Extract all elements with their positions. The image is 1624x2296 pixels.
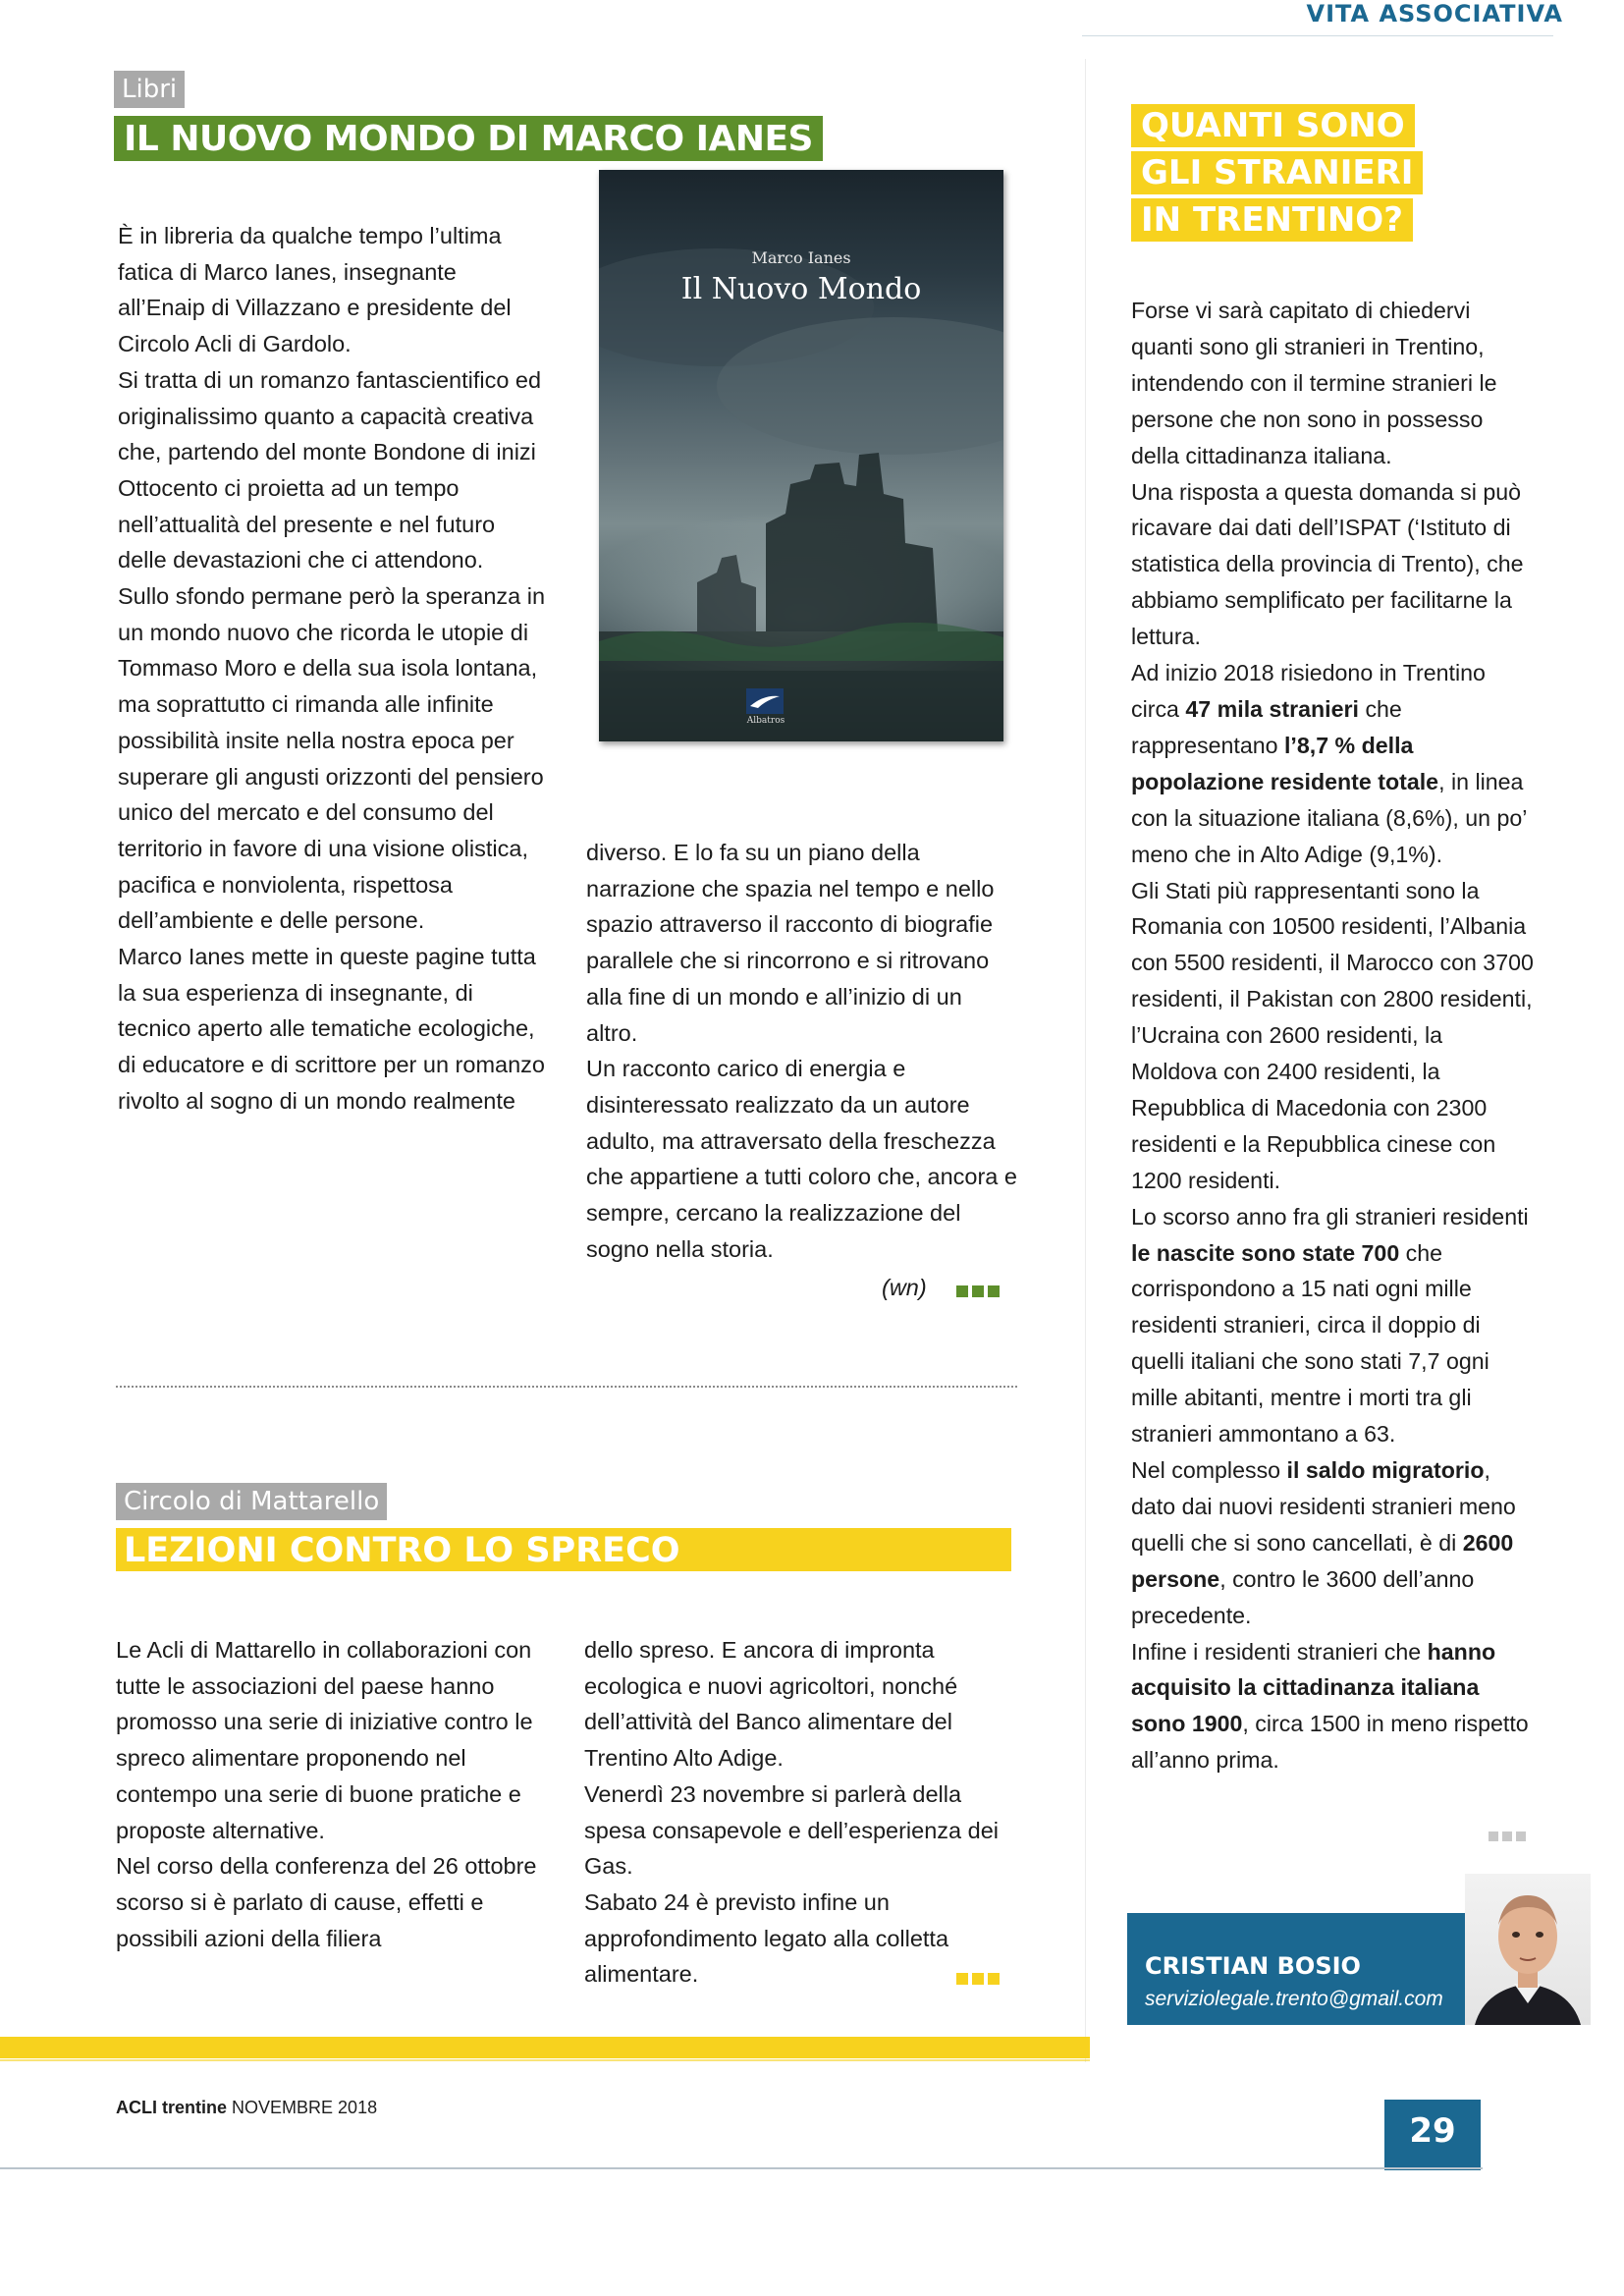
paragraph: Venerdì 23 novembre si parlerà della spesa consapevole e dell’esperienza dei Gas. <box>584 1780 999 1880</box>
author-email[interactable]: serviziolegale.trento@gmail.com <box>1145 1988 1443 2010</box>
highlight-text: il saldo migratorio <box>1286 1457 1485 1483</box>
article-title: IL NUOVO MONDO DI MARCO IANES <box>114 116 823 161</box>
highlight-text: 2600 persone <box>1131 1529 1514 1592</box>
sidebar-title <box>1131 104 1423 242</box>
paragraph-text: , circa 1500 in meno rispetto all’anno prima. <box>1131 1711 1529 1774</box>
article1-column-1 <box>118 218 550 1120</box>
paragraph-text: , dato dai nuovi residenti stranieri meno quelli che si sono cancellati, è di <box>1131 1457 1516 1556</box>
paragraph <box>1131 873 1534 1199</box>
article2-title-text: LEZIONI CONTRO LO SPRECO <box>124 1531 680 1570</box>
book-title: Il Nuovo Mondo <box>680 272 922 306</box>
issue-date: NOVEMBRE 2018 <box>232 2098 378 2117</box>
paragraph-text: Una risposta a questa domanda si può ricavare dai dati dell’ISPAT (‘Istituto di statistica della provincia di Trento), che abbiamo semplificato per facilitarne la lettura. <box>1131 478 1524 650</box>
sidebar-title-line: QUANTI SONO <box>1131 104 1415 147</box>
paragraph: Sabato 24 è previsto infine un approfondimento legato alla colletta alimentare. <box>584 1888 949 1988</box>
paragraph <box>586 1051 1018 1267</box>
paragraph: Si tratta di un romanzo fantascientifico ed originalissimo quanto a capacità creativa che, partendo del monte Bondone di inizi Ottocento ci proietta ad un tempo nell’attualità del presente e nel futuro delle devastazioni che ci attendono. <box>118 366 542 574</box>
paragraph-text: Nel complesso <box>1131 1457 1287 1483</box>
paragraph <box>1131 1452 1534 1634</box>
paragraph: dello spreso. E ancora di impronta ecologica e nuovi agricoltori, nonché dell’attività del Banco alimentare del Trentino Alto Adige. <box>584 1637 958 1772</box>
article2-title <box>116 1528 1011 1571</box>
footer-stripe-thin <box>0 2059 1090 2061</box>
signature-text: (wn) <box>882 1275 927 1300</box>
book-author: Marco Ianes <box>751 248 851 267</box>
highlight-text: 47 mila stranieri <box>1185 695 1359 722</box>
page-number-text: 29 <box>1409 2111 1456 2151</box>
paragraph: Nel corso della conferenza del 26 ottobre scorso si è parlato di cause, effetti e possibili azioni della filiera <box>116 1853 537 1951</box>
paragraph-text: Infine i residenti stranieri che <box>1131 1638 1428 1665</box>
paragraph: È in libreria da qualche tempo l’ultima fatica di Marco Ianes, insegnante all’Enaip di Villazzano e presidente del Circolo Acli di Gardolo. <box>118 223 512 357</box>
end-marker-gray <box>1485 1829 1526 1846</box>
book-publisher: Albatros <box>746 716 785 726</box>
paragraph-text: Lo scorso anno fra gli stranieri residenti <box>1131 1203 1529 1230</box>
paragraph-text: , contro le 3600 dell’anno precedente. <box>1131 1565 1475 1628</box>
section-tag-libri: Libri <box>114 71 185 108</box>
magazine-name: ACLI trentine <box>116 2098 228 2117</box>
author-photo <box>1465 1874 1591 2025</box>
highlight-text: le nascite sono state 700 <box>1131 1239 1400 1266</box>
paragraph-text: Un racconto carico di energia e disinteressato realizzato da un autore adulto, ma attraversato della freschezza che appartiene a tutti coloro che, ancora e sempre, cercano la realizzazione del sogno nella storia. <box>586 1056 1017 1262</box>
paragraph-text: Forse vi sarà capitato di chiedervi quanti sono gli stranieri in Trentino, intendendo con il termine stranieri le persone che non sono in possesso della cittadinanza italiana. <box>1131 298 1497 468</box>
article-signature <box>882 1275 927 1301</box>
sidebar-body <box>1131 293 1534 1778</box>
paragraph-text: che corrispondono a 15 nati ogni mille residenti stranieri, circa il doppio di quelli italiani che sono stati 7,7 ogni mille abitanti, mentre i morti tra gli stranieri ammontano a 63. <box>1131 1239 1489 1448</box>
sidebar-title-line: GLI STRANIERI <box>1131 151 1423 194</box>
footer-rule <box>0 2167 1483 2169</box>
author-name: CRISTIAN BOSIO <box>1145 1952 1361 1980</box>
paragraph: Le Acli di Mattarello in collaborazioni con tutte le associazioni del paese hanno promosso una serie di iniziative contro le spreco alimentare proponendo nel contempo una serie di buone pratiche e proposte alternative. <box>116 1637 533 1843</box>
paragraph-text: che rappresentano <box>1131 695 1402 758</box>
paragraph-text: Gli Stati più rappresentanti sono la Romania con 10500 residenti, l’Albania con 5500 residenti, il Marocco con 3700 residenti, il Pakistan con 2800 residenti, l’Ucraina con 2600 residenti, la Moldova con 2400 residenti, la Repubblica di Macedonia con 2300 residenti e la Repubblica cinese con 1200 residenti. <box>1131 877 1534 1193</box>
highlight-text: l’8,7 % della popolazione residente totale <box>1131 732 1439 794</box>
paragraph-text: , in linea con la situazione italiana (8,6%), un po’ meno che in Alto Adige (9,1%). <box>1131 768 1527 867</box>
footer-stripe <box>0 2037 1090 2058</box>
sidebar-divider <box>1085 59 1086 2062</box>
footer-magazine <box>116 2098 377 2118</box>
end-marker-yellow <box>952 1972 1000 1990</box>
paragraph <box>1131 1634 1534 1779</box>
paragraph <box>1131 474 1534 656</box>
paragraph: Sullo sfondo permane però la speranza in un mondo nuovo che ricorda le utopie di Tommaso Moro e della sua isola lontana, ma soprattutto ci rimanda alle infinite possibilità insite nella nostra epoca per superare gli angusti orizzonti del pensiero unico del mercato e del consumo del territorio in favore di una visione olistica, pacifica e nonviolenta, rispettosa dell’ambiente e delle persone. <box>118 583 546 934</box>
article2-column-2 <box>584 1632 1016 1993</box>
article2-column-1 <box>116 1632 548 1956</box>
paragraph <box>1131 1199 1534 1452</box>
paragraph: diverso. E lo fa su un piano della narrazione che spazia nel tempo e nello spazio attraverso il racconto di biografie parallele che si rincorrono e si ritrovano alla fine di un mondo e all’inizio di un altro. <box>586 840 995 1046</box>
sidebar-title-line: IN TRENTINO? <box>1131 198 1413 242</box>
author-box <box>1127 1913 1465 2025</box>
paragraph-text: Ad inizio 2018 risiedono in Trentino circa <box>1131 660 1486 722</box>
paragraph <box>1131 293 1534 474</box>
article1-column-2 <box>586 835 1018 1267</box>
end-marker-green <box>952 1285 1000 1302</box>
paragraph: Marco Ianes mette in queste pagine tutta la sua esperienza di insegnante, di tecnico aperto alle tematiche ecologiche, di educatore e di scrittore per un romanzo rivolto al sogno di un mondo realmente <box>118 944 545 1114</box>
header-top-rule <box>1082 35 1553 36</box>
highlight-text: hanno acquisito la cittadinanza italiana sono 1900 <box>1131 1638 1496 1737</box>
section-tag-circolo: Circolo di Mattarello <box>116 1483 387 1520</box>
publisher-logo-icon <box>746 688 784 714</box>
book-cover-image <box>599 170 1003 741</box>
article-separator <box>116 1386 1017 1388</box>
paragraph <box>1131 655 1534 872</box>
page-number <box>1384 2100 1481 2170</box>
section-header: VITA ASSOCIATIVA <box>1306 0 1563 27</box>
